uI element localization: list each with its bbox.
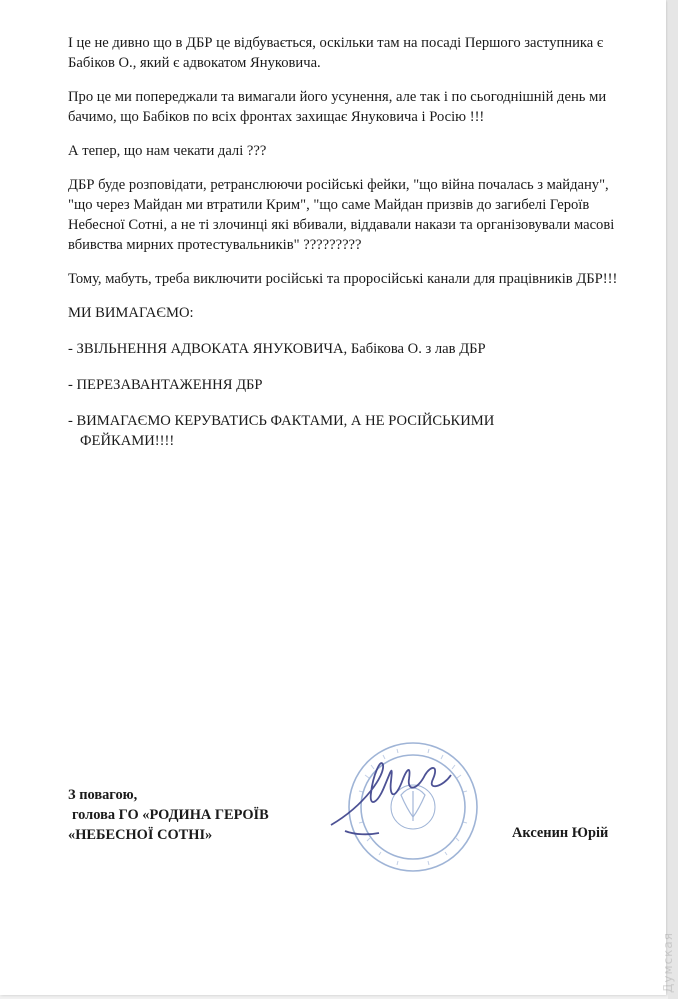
demands-heading: МИ ВИМАГАЄМО: (68, 305, 194, 321)
demand-item-1: - ЗВІЛЬНЕННЯ АДВОКАТА ЯНУКОВИЧА, Бабікова О. з лав ДБР (68, 341, 486, 357)
paragraph-2: Про це ми попереджали та вимагали його усунення, але так і по сьогоднішній день ми бачимо, що Бабіков по всіх фронтах захищає Януковича і Росію !!! (68, 89, 607, 125)
paragraph-3: А тепер, що нам чекати далі ??? (68, 143, 267, 159)
demand-item-3-line1: - ВИМАГАЄМО КЕРУВАТИСЬ ФАКТАМИ, А НЕ РОСІЙСЬКИМИ (68, 413, 495, 429)
signer-name: Аксенин Юрій (512, 825, 609, 841)
paragraph-5: Тому, мабуть, треба виключити російські та проросійські канали для працівників ДБР!!! (68, 271, 618, 287)
letter-body (68, 33, 628, 451)
closing-regards: З повагою, (68, 787, 138, 803)
closing-title-line2: «НЕБЕСНОЇ СОТНІ» (68, 827, 213, 843)
watermark-logo: Думская (661, 932, 675, 993)
paragraph-4: ДБР буде розповідати, ретранслюючи російські фейки, "що війна почалась з майдану", "що через Майдан ми втратили Крим", "що саме Майдан призвів до загибелі Героїв Небесної Сотні, а не ті злочинці які вбивали, віддавали накази та організовували масові вбивства мирних протестувальників" ????????? (68, 177, 615, 253)
viewer-edge (668, 0, 678, 999)
stamp-emblem (401, 788, 425, 821)
seal-stamp (325, 735, 490, 885)
demand-item-3-line2: ФЕЙКАМИ!!!! (80, 433, 175, 449)
closing-block (68, 785, 269, 845)
demand-item-2: - ПЕРЕЗАВАНТАЖЕННЯ ДБР (68, 377, 263, 393)
closing-title-line1: голова ГО «РОДИНА ГЕРОЇВ (72, 807, 269, 823)
paragraph-1: І це не дивно що в ДБР це відбувається, оскільки там на посаді Першого заступника є Бабіков О., який є адвокатом Януковича. (68, 35, 604, 71)
demand-item-3 (68, 411, 628, 451)
